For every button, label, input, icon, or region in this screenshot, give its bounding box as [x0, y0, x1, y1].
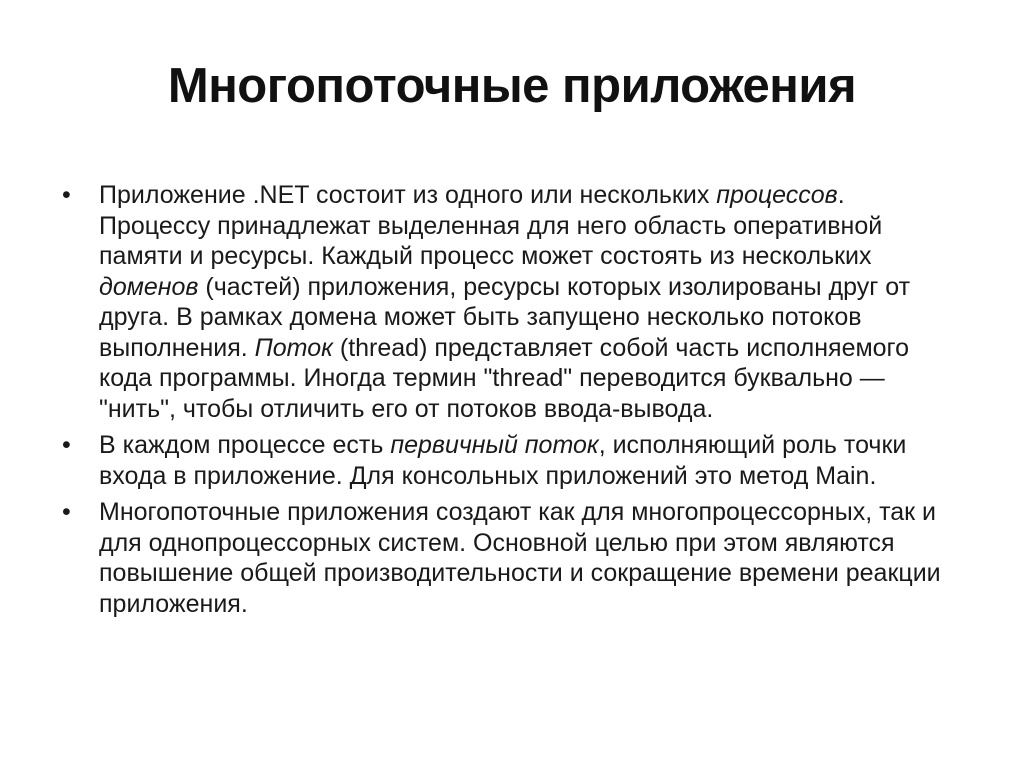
bullet-dot-icon: • [62, 498, 71, 526]
bullet-item [62, 430, 962, 491]
emphasized-term: первичный поток [390, 431, 599, 459]
emphasized-term: процессов [716, 181, 838, 209]
bullet-text: (thread) представляет собой часть исполняемого кода программы. Иногда термин "thread" переводится буквально — "нить", чтобы отличить его от потоков ввода-вывода. [99, 333, 910, 423]
bullet-text: Приложение .NET состоит из одного или нескольких [99, 181, 717, 209]
bullet-text: . Процессу принадлежат выделенная для него область оперативной памяти и ресурсы. Каждый процесс может состоять из нескольких [99, 181, 883, 270]
bullet-text: (частей) приложения, ресурсы которых изолированы друг от друга. В рамках домена может быть запущено несколько потоков выполнения. [99, 272, 911, 362]
bullet-dot-icon: • [62, 181, 71, 209]
bullet-text: В каждом процессе есть [99, 431, 391, 459]
emphasized-term: доменов [99, 272, 199, 301]
bullet-item [62, 180, 962, 424]
bullet-dot-icon: • [62, 431, 71, 459]
emphasized-term: Поток [254, 333, 333, 362]
bullet-list [62, 180, 962, 625]
bullet-text: , исполняющий роль точки входа в приложение. Для консольных приложений это метод Main. [99, 431, 907, 490]
bullet-text: Многопоточные приложения создают как для многопроцессорных, так и для однопроцессорных систем. Основной целью при этом являются повышение общей производительности и сокращение времени реакции приложения. [99, 498, 941, 618]
bullet-item [62, 497, 962, 619]
slide-title: Многопоточные приложения [167, 59, 857, 113]
